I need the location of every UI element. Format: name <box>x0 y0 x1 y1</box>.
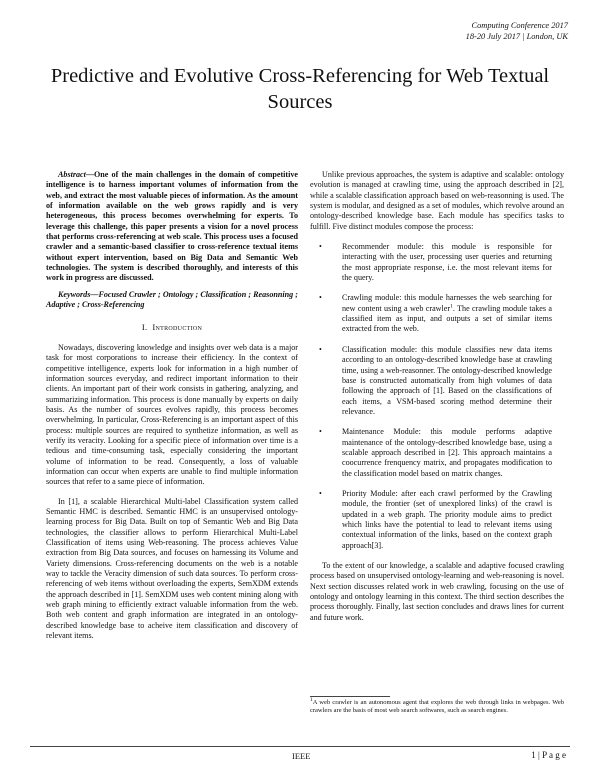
bullet-icon: • <box>319 427 322 437</box>
list-item <box>310 345 564 417</box>
conference-name: Computing Conference 2017 <box>471 21 568 30</box>
footnote-text: A web crawler is an autonomous agent that explores the web through links in webpages. Web crawlers are the basis of most web search softwares, such as search engines. <box>310 699 564 715</box>
page-number: 1 | P a g e <box>531 750 566 760</box>
list-item <box>310 489 564 551</box>
footer-publisher: IEEE <box>292 751 311 761</box>
bullet-icon: • <box>319 344 322 354</box>
footer-divider <box>30 746 570 747</box>
section-title: Introduction <box>152 322 203 333</box>
list-item <box>310 427 564 479</box>
left-column <box>46 170 298 641</box>
module-maintenance: Maintenance Module: this module performs adaptive maintenance of the ontology-described knowledge base, using a scalable approach described in [2]. This approach maintains a coocurrence frenquency matrix, and propagates modification to the classification model based on matrix changes. <box>342 427 552 478</box>
list-item <box>310 242 564 283</box>
footnote <box>310 696 564 715</box>
keywords: Keywords—Focused Crawler ; Ontology ; Classification ; Reasonning ; Adaptive ; Cross-Referencing <box>46 289 298 310</box>
footnote-divider <box>310 696 390 697</box>
module-list <box>310 242 564 551</box>
bullet-icon: • <box>319 242 322 252</box>
section-number: I. <box>141 322 148 333</box>
paper-title: Predictive and Evolutive Cross-Referencing for Web Textual Sources <box>50 65 550 113</box>
right-column <box>310 170 564 623</box>
footnote-mark: 1 <box>310 696 313 703</box>
bullet-icon: • <box>319 293 322 303</box>
abstract-text: —One of the main challenges in the domain of competitive intelligence is to harness important volumes of information from the web, and extract the most valuable pieces of information. As the amount of information available on the web grows rapidly and is very heterogeneous, this process becomes overwhelming for experts. To leverage this challenge, this paper presents a vision for a novel process that performs cross-referencing at web scale. This process uses a focused crawler and a semantic-based classifier to cross-reference textual items without expert intervention, based on Big Data and Semantic Web technologies. The system is described thoroughly, and interests of this work in progress are discussed. <box>46 170 298 283</box>
bullet-icon: • <box>319 488 322 498</box>
module-priority: Priority Module: after each crawl performed by the Crawling module, the frontier (set of unexplored links) of the crawl is updated in a web graph. The priority module aims to predict which links have the potential to lead to relevant items using contextual information of the links, based on the context graph approach[3]. <box>342 488 552 550</box>
intro-paragraph-1: Nowadays, discovering knowledge and insights over web data is a major task for most corporations to increase their efficiency. In the context of competitive intelligence, experts look for information in a high number of information sources everyday, and redirect important information to their clients. An important part of their work consists in gathering, analyzing, and summarizing information. This process is done manually by experts on daily basis. As the number of sources evolves rapidly, this process becomes overwhelming. In particular, Cross-Referencing is an important aspect of this process: multiple sources are required to synthetize information, as well as verify its veracity. Looking for a specific piece of information over time is a tedious and time-consuming task, especially considering the important volume of information to be read. Consequently, a loss of valuable information can occur when experts are unable to find multiple information sources that refer to a same piece of information. <box>46 342 298 487</box>
module-crawling: Crawling module: this module harnesses the web searching for new content using a web crawler <box>342 293 552 313</box>
module-classification: Classification module: this module classifies new data items according to an ontology-described knowledge base at crawling time, using a web-reasonner. The ontology-described knowledge base is constructed automatically from high volumes of data following the approach of [1]. Based on the classifications of each items, a VSM-based scoring method determine their relevance. <box>342 344 552 416</box>
intro-paragraph-3: Unlike previous approaches, the system is adaptive and scalable: ontology evolution is managed at crawling time, using the approach described in [2], while a scalable classification approach based on web-reasonning is used. The system is modular, and designed as a set of modules, which revolve around an ontology-described knowledge base. Each module has specifics tasks to fulfill. Five distinct modules compose the process: <box>310 170 564 231</box>
module-crawling-continued: . The crawling module takes a classified item as input, and outputs a set of similar items extracted from the web. <box>342 303 552 334</box>
conference-header <box>466 20 568 42</box>
section-heading <box>46 322 298 332</box>
module-recommender: Recommender module: this module is responsible for interacting with the user, processing user queries and returning the most appropriate response, i.e. the most relevant items for the query. <box>342 242 552 283</box>
abstract-label: Abstract <box>58 170 86 179</box>
conference-date-location: 18-20 July 2017 | London, UK <box>465 32 568 41</box>
intro-paragraph-2: In [1], a scalable Hierarchical Multi-label Classification system called Semantic HMC is described. Semantic HMC is an unsupervised ontology-learning process for Big Data. Built on top of Semantic Web and Big Data technologies, the classifier allows to perform Hierarchical Multi-Label Classification of items using Web-reasoning. The process achieves Value extraction from Big Data sources, and focuses on harnessing its Volume and Variety dimensions. Cross-referencing documents on the web is a notable way to tackle the Veracity dimension of such data sources. To perform cross-referencing of web items without overloading the experts, SemXDM extends the approach described in [1]. SemXDM uses web content mining along with web graph mining to efficiently extract valuable information from the web. Both web content and graph information are integrated in an ontology-described knowledge base to acheive item classification and discovery of relevant items. <box>46 496 298 641</box>
footnote-reference[interactable]: 1 <box>450 303 453 310</box>
intro-paragraph-4: To the extent of our knowledge, a scalable and adaptive focused crawling process based on unsupervised ontology-learning and web-reasoning is novel. Next section discusses related work in web crawling, focusing on the use of ontology and ontology learning in this context. The third section describes the process thoroughly. Finally, last section concludes and draws lines for current and future work. <box>310 561 564 622</box>
list-item <box>310 293 564 334</box>
abstract <box>46 170 298 284</box>
